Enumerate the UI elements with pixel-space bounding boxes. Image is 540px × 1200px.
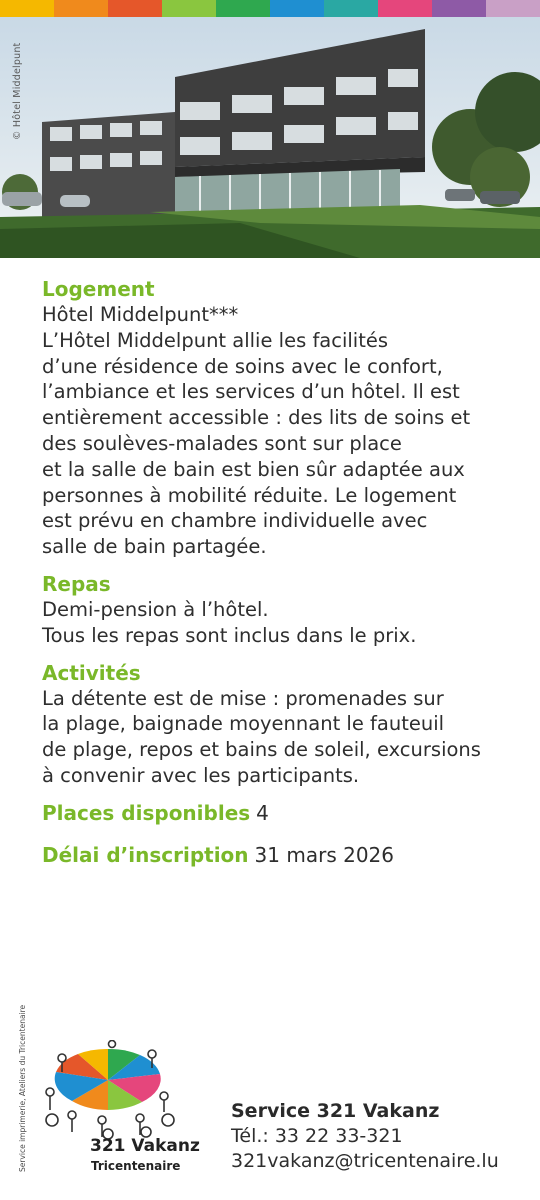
- text-line: et la salle de bain est bien sûr adaptée aux: [42, 457, 465, 481]
- section-body: [42, 686, 512, 789]
- main-content: [42, 276, 512, 868]
- places-label: Places disponibles: [42, 800, 251, 825]
- text-line: La détente est de mise : promenades sur: [42, 686, 444, 710]
- logo-name: 321 Vakanz: [90, 1136, 200, 1156]
- text-line: entièrement accessible : des lits de soins et: [42, 406, 471, 430]
- contact-block: [231, 1099, 531, 1174]
- text-line: à convenir avec les participants.: [42, 763, 360, 787]
- color-stripe-segment: [54, 0, 108, 17]
- text-line: de plage, repos et bains de soleil, excursions: [42, 738, 481, 762]
- deadline-label: Délai d’inscription: [42, 842, 249, 867]
- section-body: [42, 302, 512, 560]
- color-stripe-segment: [486, 0, 540, 17]
- contact-phone: Tél.: 33 22 33-321: [231, 1125, 403, 1147]
- text-line: l’ambiance et les services d’un hôtel. Il est: [42, 380, 460, 404]
- places-available: [42, 800, 512, 826]
- section-logement: [42, 276, 512, 560]
- text-line: Tous les repas sont inclus dans le prix.: [42, 623, 417, 647]
- text-line: des soulèves-malades sont sur place: [42, 431, 402, 455]
- section-title: Repas: [42, 571, 111, 596]
- section-activites: [42, 660, 512, 789]
- color-stripe-segment: [432, 0, 486, 17]
- color-stripe-segment: [108, 0, 162, 17]
- text-line: Hôtel Middelpunt***: [42, 303, 239, 326]
- section-repas: [42, 571, 512, 649]
- color-stripe: [0, 0, 540, 17]
- text-line: Demi-pension à l’hôtel.: [42, 597, 269, 621]
- hotel-photo: [0, 17, 540, 258]
- registration-deadline: [42, 842, 512, 868]
- places-value: 4: [256, 800, 269, 825]
- color-stripe-segment: [324, 0, 378, 17]
- contact-name: Service 321 Vakanz: [231, 1100, 440, 1122]
- deadline-value: 31 mars 2026: [254, 842, 394, 867]
- print-note: Service imprimerie, Ateliers du Tricentenaire: [18, 1004, 27, 1172]
- text-line: la plage, baignade moyennant le fauteuil: [42, 712, 445, 736]
- section-title: Activités: [42, 660, 141, 685]
- text-line: salle de bain partagée.: [42, 535, 267, 559]
- photo-credit: © Hôtel Middelpunt: [12, 42, 23, 140]
- section-body: [42, 597, 512, 649]
- text-line: est prévu en chambre individuelle avec: [42, 509, 428, 533]
- color-stripe-segment: [216, 0, 270, 17]
- logo-subtitle: Tricentenaire: [91, 1159, 181, 1173]
- color-stripe-segment: [162, 0, 216, 17]
- color-stripe-segment: [378, 0, 432, 17]
- color-stripe-segment: [270, 0, 324, 17]
- text-line: d’une résidence de soins avec le confort,: [42, 354, 443, 378]
- section-title: Logement: [42, 277, 155, 301]
- color-stripe-segment: [0, 0, 54, 17]
- text-line: L’Hôtel Middelpunt allie les facilités: [42, 328, 389, 352]
- text-line: personnes à mobilité réduite. Le logement: [42, 483, 457, 507]
- contact-email: 321vakanz@tricentenaire.lu: [231, 1150, 499, 1172]
